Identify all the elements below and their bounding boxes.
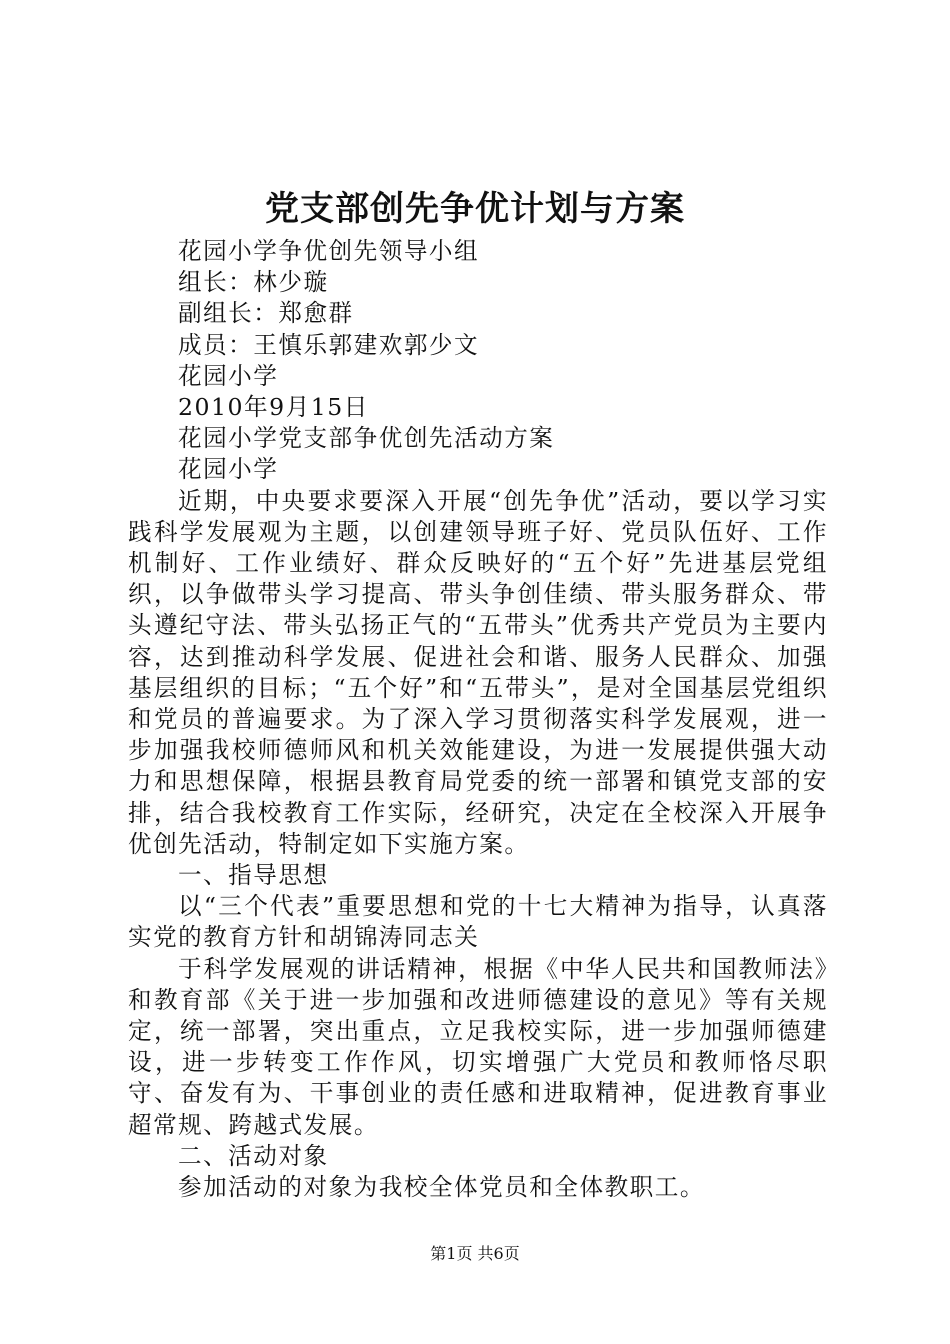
school-name-line: 花园小学 xyxy=(178,361,279,390)
document-body xyxy=(128,236,828,1203)
members-line: 成员：王慎乐郭建欢郭少文 xyxy=(178,330,480,359)
guiding-ideology-paragraph: 以“三个代表”重要思想和党的十七大精神为指导，认真落实党的教育方针和胡锦涛同志关 xyxy=(128,892,828,952)
page-number-footer: 第1页 共6页 xyxy=(430,1244,520,1263)
date-line: 2010年9月15日 xyxy=(178,393,369,422)
section-heading-participants: 二、活动对象 xyxy=(178,1141,329,1170)
deputy-leader-line: 副组长：郑愈群 xyxy=(178,299,354,328)
document-title: 党支部创先争优计划与方案 xyxy=(265,189,685,229)
school-name-line-2: 花园小学 xyxy=(178,455,279,484)
group-leader-line: 组长：林少璇 xyxy=(178,268,329,297)
section-heading-guiding-ideology: 一、指导思想 xyxy=(178,861,329,890)
plan-title-line: 花园小学党支部争优创先活动方案 xyxy=(178,424,555,453)
leadership-group-heading: 花园小学争优创先领导小组 xyxy=(178,237,480,265)
intro-paragraph: 近期，中央要求要深入开展“创先争优”活动，要以学习实践科学发展观为主题，以创建领导班子好、党员队伍好、工作机制好、工作业绩好、群众反映好的“五个好”先进基层党组织，以争做带头学习提高、带头争创佳绩、带头服务群众、带头遵纪守法、带头弘扬正气的“五带头”优秀共产党员为主要内容，达到推动科学发展、促进社会和谐、服务人民群众、加强基层组织的目标；“五个好”和“五带头”，是对全国基层党组织和党员的普遍要求。为了深入学习贯彻落实科学发展观，进一步加强我校师德师风和机关效能建设，为进一发展提供强大动力和思想保障，根据县教育局党委的统一部署和镇党支部的安排，结合我校教育工作实际，经研究，决定在全校深入开展争优创先活动，特制定如下实施方案。 xyxy=(128,486,828,858)
guiding-ideology-paragraph-cont: 于科学发展观的讲话精神，根据《中华人民共和国教师法》和教育部《关于进一步加强和改进师德建设的意见》等有关规定，统一部署，突出重点，立足我校实际，进一步加强师德建设，进一步转变工作作风，切实增强广大党员和教师恪尽职守、奋发有为、干事创业的责任感和进取精神，促进教育事业超常规、跨越式发展。 xyxy=(128,954,828,1139)
participants-paragraph: 参加活动的对象为我校全体党员和全体教职工。 xyxy=(178,1173,705,1202)
